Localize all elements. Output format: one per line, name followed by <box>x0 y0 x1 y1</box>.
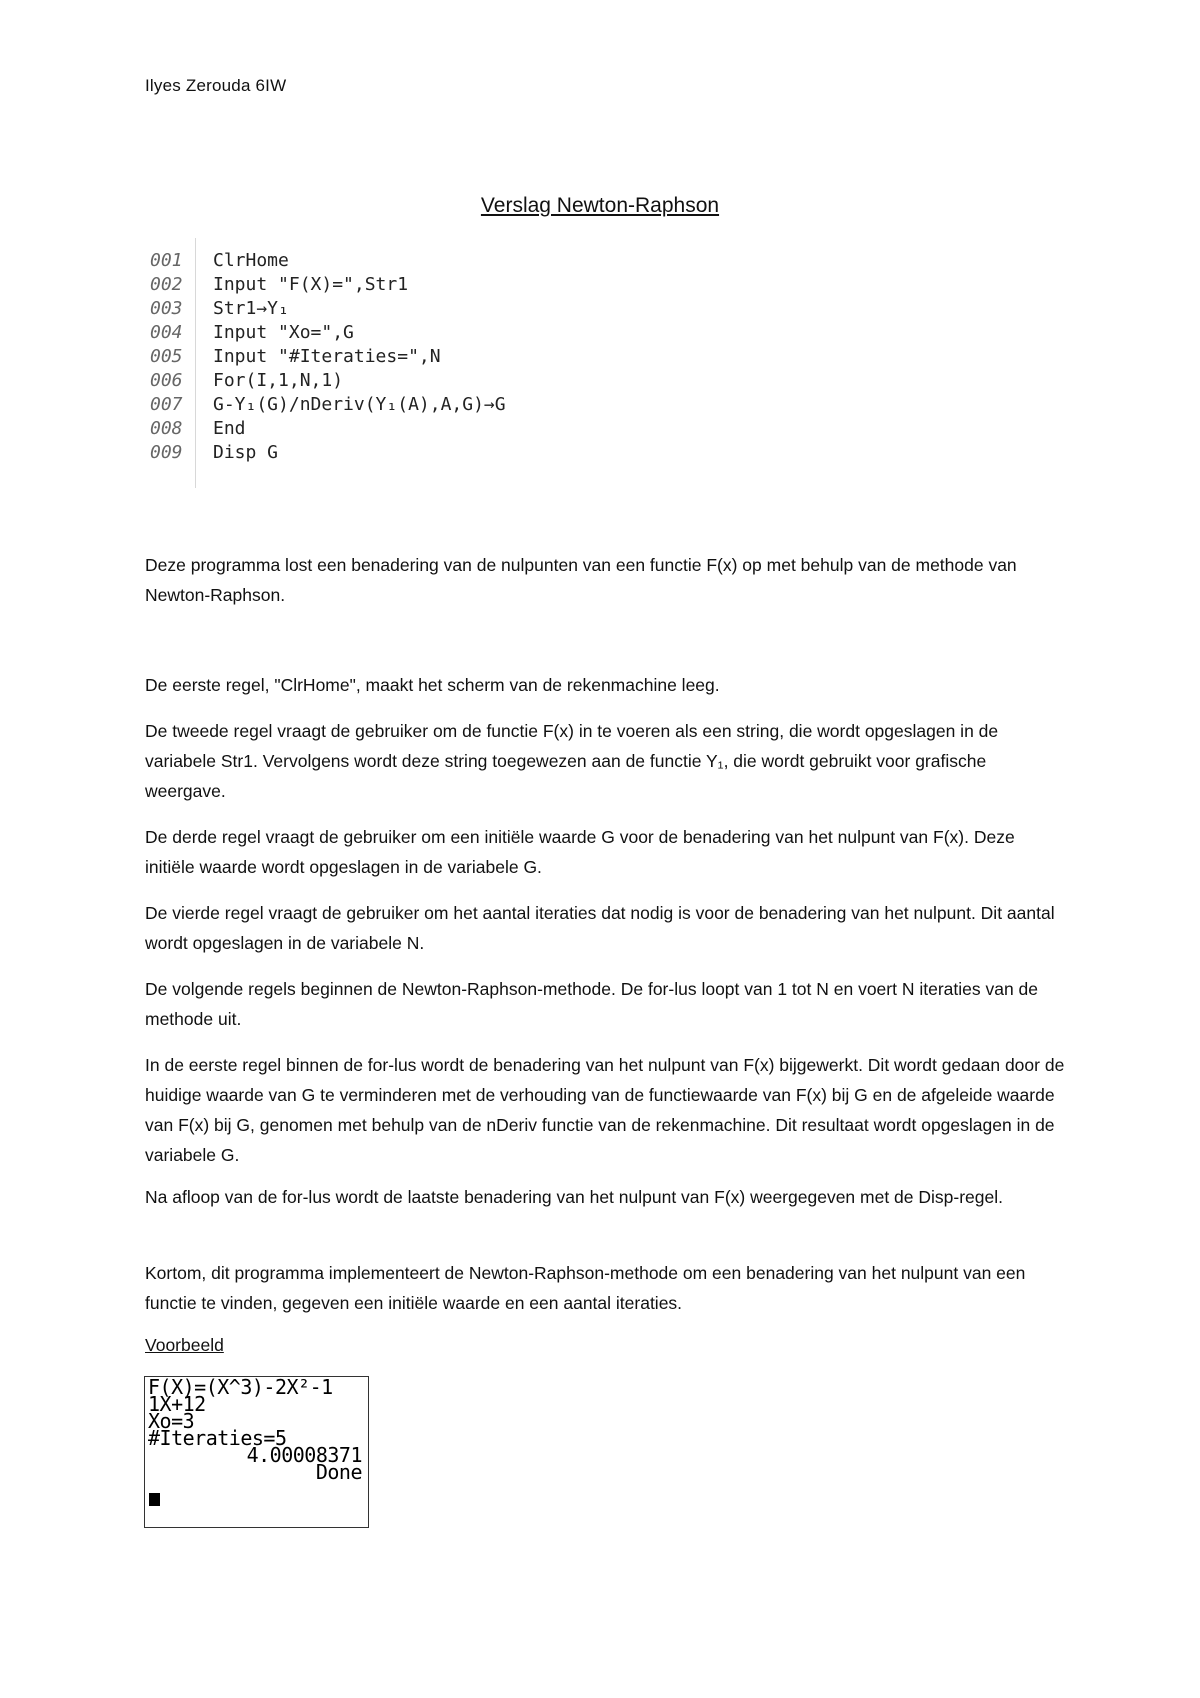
paragraph-summary: Kortom, dit programma implementeert de Newton-Raphson-methode om een benadering van het nulpunt van een functie te vinden, gegeven een initiële waarde en een aantal iteraties. <box>145 1263 1026 1313</box>
line-number: 006 <box>150 370 183 391</box>
example-heading: Voorbeeld <box>145 1335 224 1355</box>
screen-line: F(X)=(X^3)-2X²-1 <box>148 1375 333 1399</box>
paragraph-line1: De eerste regel, "ClrHome", maakt het scherm van de rekenmachine leeg. <box>145 675 720 695</box>
code-text: End <box>213 418 246 439</box>
screen-done: Done <box>315 1460 362 1484</box>
line-number: 002 <box>150 274 183 295</box>
line-number: 007 <box>150 394 183 415</box>
code-text: Disp G <box>213 442 279 463</box>
code-text: Input "#Iteraties=",N <box>213 346 441 367</box>
calculator-screen <box>144 1376 369 1528</box>
paragraph-disp: Na afloop van de for-lus wordt de laatste benadering van het nulpunt van F(x) weergegeven met de Disp-regel. <box>145 1187 1003 1207</box>
paragraph-line3: De derde regel vraagt de gebruiker om een initiële waarde G voor de benadering van het nulpunt van F(x). Deze initiële waarde wordt opgeslagen in de variabele G. <box>145 827 1015 877</box>
screen-result: 4.00008371 <box>246 1443 362 1467</box>
code-text: For(I,1,N,1) <box>213 370 344 391</box>
document-title: Verslag Newton-Raphson <box>480 194 720 217</box>
line-number: 005 <box>150 346 183 367</box>
line-number: 004 <box>150 322 183 343</box>
line-number: 001 <box>150 250 183 271</box>
paragraph-line2: De tweede regel vraagt de gebruiker om de functie F(x) in te voeren als een string, die wordt opgeslagen in de variabele Str1. Vervolgens wordt deze string toegewezen aan de functie Y₁, die wordt gebruikt voor grafische weergave. <box>145 721 999 801</box>
line-number: 008 <box>150 418 183 439</box>
paragraph-line4: De vierde regel vraagt de gebruiker om het aantal iteraties dat nodig is voor de benadering van het nulpunt. Dit aantal wordt opgeslagen in de variabele N. <box>145 903 1055 953</box>
code-text: Input "Xo=",G <box>213 322 354 343</box>
paragraph-intro: Deze programma lost een benadering van de nulpunten van een functie F(x) op met behulp van de methode van Newton-Raphson. <box>145 555 1017 605</box>
code-text: Input "F(X)=",Str1 <box>213 274 409 295</box>
paragraph-loop: De volgende regels beginnen de Newton-Raphson-methode. De for-lus loopt van 1 tot N en voert N iteraties van de methode uit. <box>145 979 1039 1029</box>
screen-line: 1X+12 <box>148 1392 206 1416</box>
code-text: Str1→Y₁ <box>213 298 289 319</box>
line-number: 003 <box>150 298 183 319</box>
code-text: ClrHome <box>213 250 289 271</box>
paragraph-update: In de eerste regel binnen de for-lus wordt de benadering van het nulpunt van F(x) bijgewerkt. Dit wordt gedaan door de huidige waarde van G te verminderen met de verhouding van de functiewaarde van F(x) bij G en de afgeleide waarde van F(x) bij G, genomen met behulp van de nDeriv functie van de rekenmachine. Dit resultaat wordt opgeslagen in de variabele G. <box>145 1055 1065 1165</box>
screen-line: Xo=3 <box>148 1409 195 1433</box>
code-text: G-Y₁(G)/nDeriv(Y₁(A),A,G)→G <box>213 394 506 415</box>
author-name: Ilyes Zerouda 6IW <box>145 76 287 95</box>
screen-line: #Iteraties=5 <box>148 1426 287 1450</box>
cursor-block-icon <box>149 1493 160 1506</box>
line-number: 009 <box>150 442 183 463</box>
line-number-divider <box>195 238 196 488</box>
